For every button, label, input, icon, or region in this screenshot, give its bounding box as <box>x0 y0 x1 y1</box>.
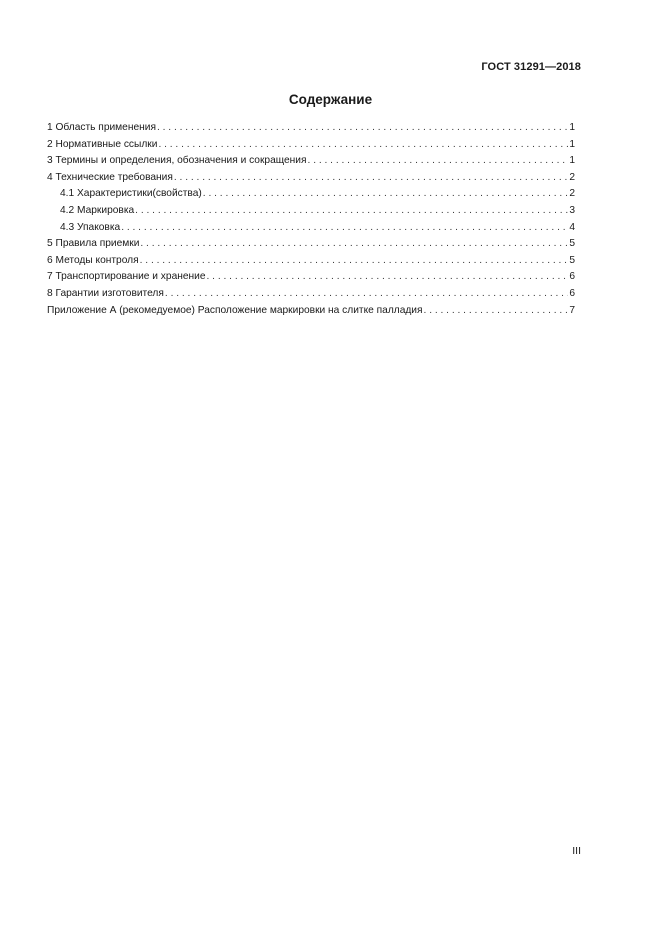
toc-leader <box>174 170 568 187</box>
toc-entry-label: 4.2 Маркировка <box>60 204 135 216</box>
toc-entry-page: 4 <box>569 221 575 233</box>
toc-entry-page: 6 <box>569 287 575 299</box>
toc-entry[interactable] <box>47 303 575 320</box>
toc-title: Содержание <box>288 92 373 107</box>
table-of-contents <box>47 120 575 319</box>
toc-leader <box>165 286 568 303</box>
toc-entry-label: 7 Транспортирование и хранение <box>47 271 206 283</box>
toc-entry-page: 1 <box>569 138 575 150</box>
toc-leader <box>203 186 569 203</box>
page-number: III <box>572 845 581 857</box>
toc-entry[interactable] <box>47 137 575 154</box>
toc-entry-page: 2 <box>569 171 575 183</box>
toc-entry-page: 5 <box>569 254 575 266</box>
document-code: ГОСТ 31291—2018 <box>481 61 581 73</box>
toc-entry-label: 5 Правила приемки <box>47 238 140 250</box>
toc-entry-label: 4.1 Характеристики(свойства) <box>60 188 202 200</box>
toc-leader <box>140 236 568 253</box>
toc-entry[interactable] <box>47 120 575 137</box>
toc-entry-page: 7 <box>569 304 575 316</box>
toc-leader <box>424 303 569 320</box>
toc-entry-page: 2 <box>569 188 575 200</box>
toc-leader <box>135 203 568 220</box>
toc-entry-label: Приложение А (рекомедуемое) Расположение маркировки на слитке палладия <box>47 304 423 316</box>
toc-entry-label: 6 Методы контроля <box>47 254 139 266</box>
toc-entry-label: 4.3 Упаковка <box>60 221 121 233</box>
toc-entry[interactable] <box>47 170 575 187</box>
toc-subentry[interactable] <box>47 186 575 203</box>
toc-entry[interactable] <box>47 286 575 303</box>
toc-entry-page: 3 <box>569 204 575 216</box>
toc-entry-page: 6 <box>569 271 575 283</box>
toc-entry-page: 1 <box>569 155 575 167</box>
toc-leader <box>158 137 568 154</box>
toc-entry-label: 2 Нормативные ссылки <box>47 138 158 150</box>
toc-entry-page: 1 <box>569 122 575 133</box>
toc-leader <box>207 269 569 286</box>
toc-entry-label: 3 Термины и определения, обозначения и сокращения <box>47 155 307 167</box>
toc-entry-label: 1 Область применения <box>47 122 156 133</box>
toc-entry[interactable] <box>47 153 575 170</box>
toc-entry-label: 4 Технические требования <box>47 171 173 183</box>
toc-entry-page: 5 <box>569 238 575 250</box>
toc-leader <box>157 120 568 137</box>
toc-entry-label: 8 Гарантии изготовителя <box>47 287 164 299</box>
toc-leader <box>121 220 568 237</box>
toc-leader <box>308 153 569 170</box>
toc-entry[interactable] <box>47 253 575 270</box>
toc-subentry[interactable] <box>47 203 575 220</box>
toc-entry[interactable] <box>47 269 575 286</box>
toc-subentry[interactable] <box>47 220 575 237</box>
toc-leader <box>140 253 569 270</box>
toc-entry[interactable] <box>47 236 575 253</box>
